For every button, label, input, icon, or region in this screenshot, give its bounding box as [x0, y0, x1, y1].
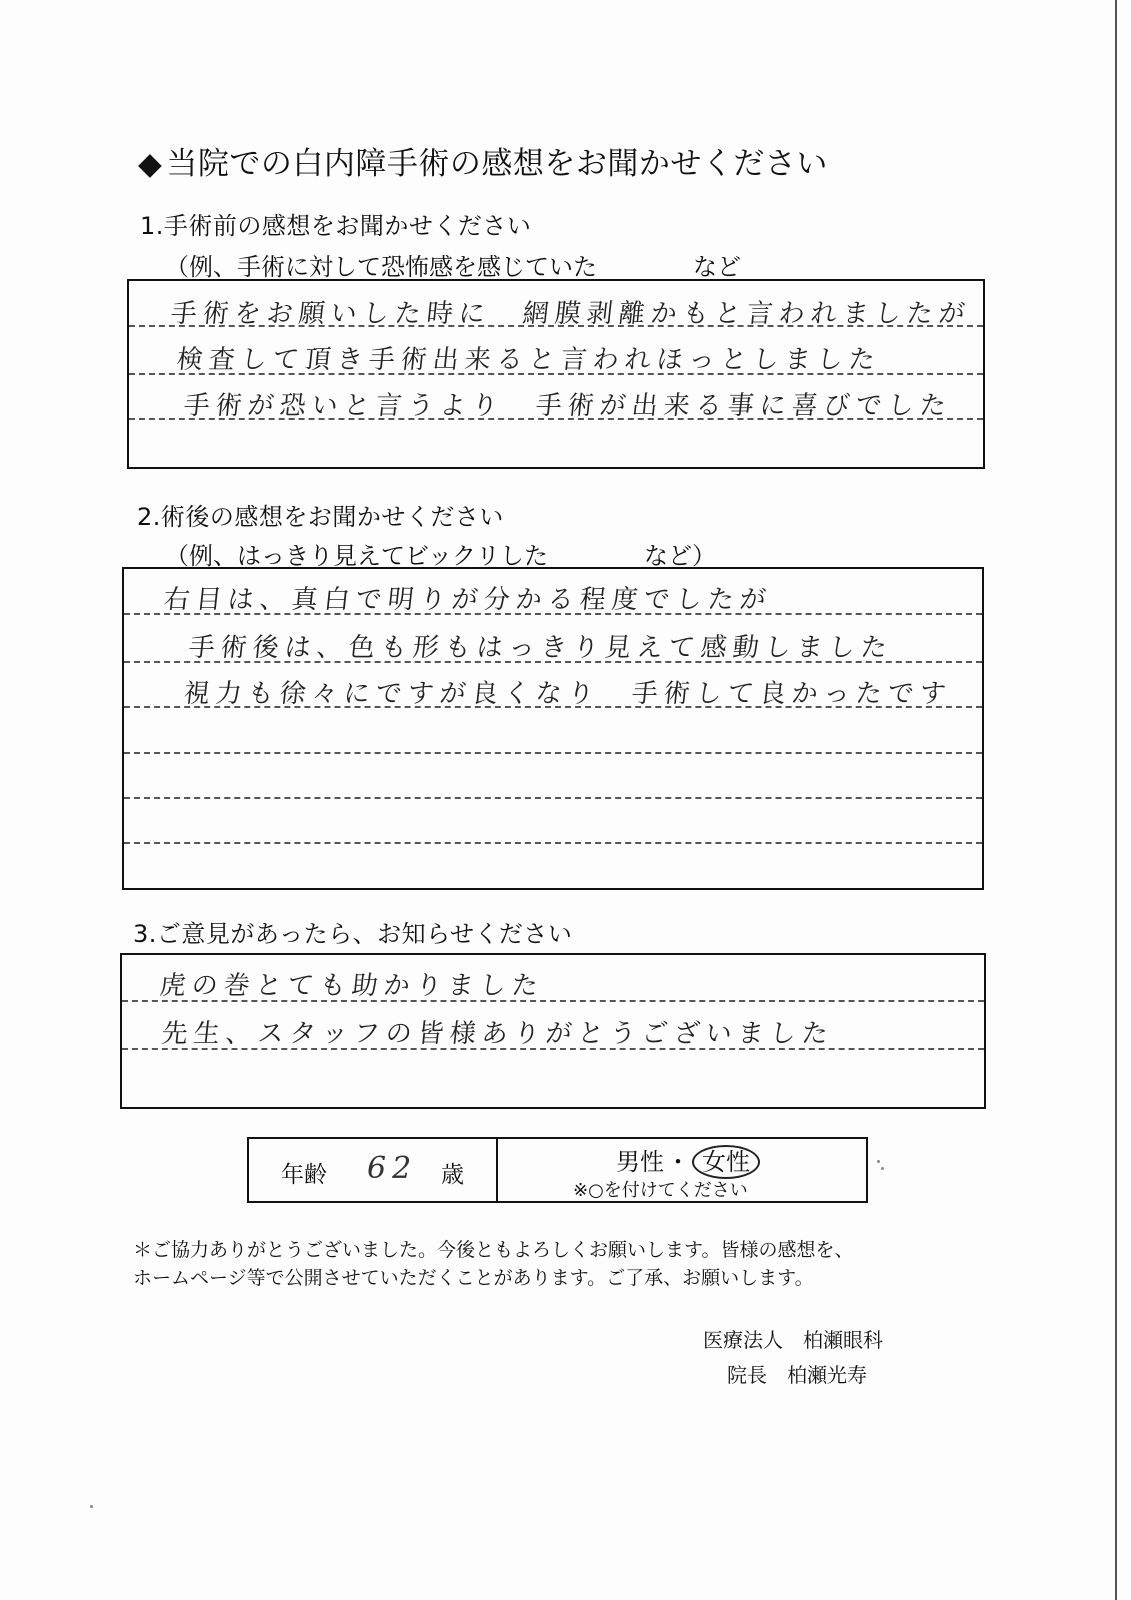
- gender-cell: [498, 1139, 866, 1201]
- section-1-heading: 1.手術前の感想をお聞かせください: [140, 212, 532, 240]
- handwritten-answer: 手術後は、色も形もはっきり見えて感動しました: [187, 633, 895, 663]
- thank-you-note: [133, 1236, 853, 1292]
- clinic-organization: 医療法人 柏瀬眼科: [703, 1328, 883, 1352]
- respondent-profile-box: [247, 1137, 868, 1203]
- section-1-answer-box[interactable]: [127, 279, 985, 469]
- handwritten-answer: 虎の巻とても助かりました: [158, 971, 546, 1001]
- age-unit: 歳: [441, 1162, 464, 1188]
- age-cell: [249, 1139, 498, 1201]
- gender-instruction: ※○を付けてください: [573, 1180, 748, 1201]
- answer-line: [124, 842, 982, 844]
- age-label: 年齢: [281, 1162, 327, 1188]
- section-2-example: （例、はっきり見えてビックリした など）: [165, 542, 717, 570]
- answer-line: [124, 797, 982, 799]
- handwritten-answer: 手術が恐いと言うより 手術が出来る事に喜びでした: [182, 391, 954, 421]
- section-1-example: （例、手術に対して恐怖感を感じていた など: [165, 253, 741, 281]
- section-2-heading: 2.術後の感想をお聞かせください: [137, 503, 504, 531]
- page-title-text: 当院での白内障手術の感想をお聞かせください: [166, 146, 828, 182]
- handwritten-answer: 右目は、真白で明りが分かる程度でしたが: [162, 585, 774, 615]
- answer-line: [124, 752, 982, 754]
- handwritten-answer: 検査して頂き手術出来ると言われほっとしました: [175, 345, 883, 375]
- handwritten-answer: 手術をお願いした時に 網膜剥離かもと言われましたが: [169, 299, 973, 329]
- thank-you-note-line: ＊ご協力ありがとうございました。今後ともよろしくお願いします。皆様の感想を、: [133, 1239, 854, 1261]
- scan-speck: [881, 1167, 884, 1170]
- diamond-bullet-icon: ◆: [138, 146, 163, 182]
- thank-you-note-line: ホームページ等で公開させていただくことがあります。ご了承、お願いします。: [133, 1267, 814, 1289]
- handwritten-answer: 視力も徐々にですが良くなり 手術して良かったです: [182, 679, 954, 709]
- scan-speck: [90, 1505, 93, 1508]
- gender-option-female-circled[interactable]: 女性: [692, 1145, 760, 1179]
- gender-option-male[interactable]: 男性: [616, 1148, 664, 1176]
- section-3-heading: 3.ご意見があったら、お知らせください: [133, 920, 573, 948]
- handwritten-answer: 先生、スタッフの皆様ありがとうございました: [160, 1019, 836, 1049]
- scan-page-edge: [1115, 0, 1117, 1600]
- page-title: [138, 138, 828, 183]
- scan-speck: [877, 1160, 880, 1163]
- section-2-answer-box[interactable]: [122, 567, 984, 890]
- gender-options: [616, 1142, 760, 1179]
- clinic-director: 院長 柏瀬光寿: [727, 1363, 867, 1387]
- section-3-answer-box[interactable]: [120, 953, 986, 1109]
- gender-separator: ・: [666, 1148, 690, 1176]
- age-value[interactable]: 62: [367, 1151, 418, 1186]
